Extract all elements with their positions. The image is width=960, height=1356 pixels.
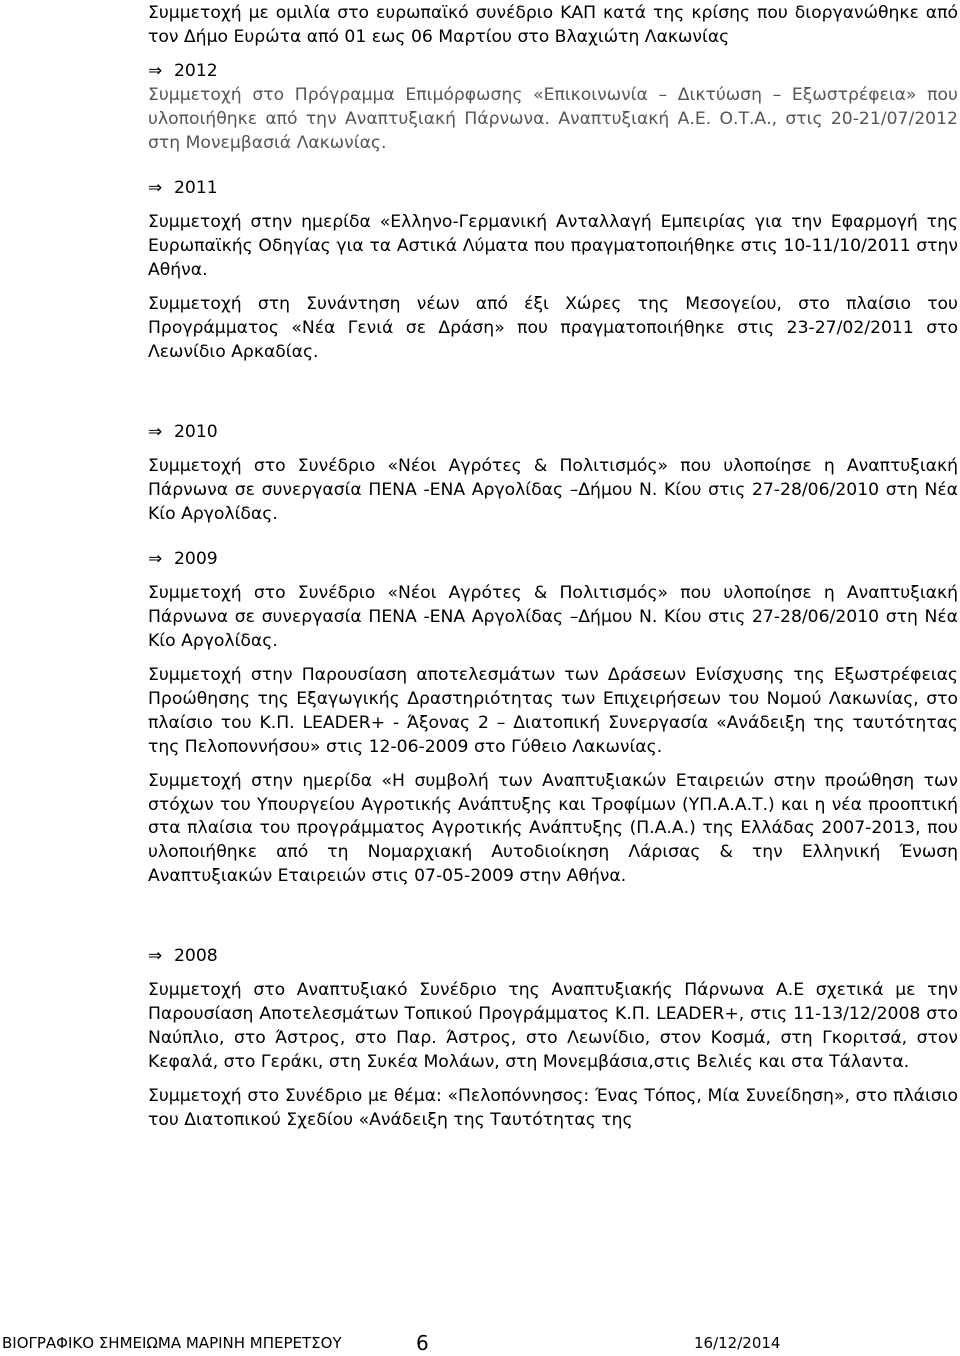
year-heading-2008 — [148, 945, 958, 969]
paragraph: Συμμετοχή στο Συνέδριο «Νέοι Αγρότες & Πολιτισμός» που υλοποίησε η Αναπτυξιακή Πάρνωνα σε συνεργασία ΠΕΝΑ -ΕΝΑ Αργολίδας –Δήμου Ν. Κίου στις 27-28/06/2010 στη Νέα Κίο Αργολίδας. — [148, 455, 958, 524]
double-right-arrow-icon: ⇒ — [148, 60, 163, 81]
year-heading-2009 — [148, 548, 958, 572]
year-label: 2008 — [174, 946, 218, 967]
double-right-arrow-icon: ⇒ — [148, 178, 163, 199]
document-body — [148, 2, 958, 1133]
footer-date: 16/12/2014 — [694, 1334, 781, 1352]
footer-document-title: ΒΙΟΓΡΑΦΙΚΟ ΣΗΜΕΙΩΜΑ ΜΑΡΙΝΗ ΜΠΕΡΕΤΣΟΥ — [2, 1334, 342, 1352]
year-label: 2011 — [174, 178, 218, 199]
paragraph: Συμμετοχή στο Αναπτυξιακό Συνέδριο της Αναπτυξιακής Πάρνωνα Α.Ε σχετικά με την Παρουσίαση Αποτελεσμάτων Τοπικού Προγράμματος Κ.Π. LEADER+, στις 11-13/12/2008 στο Ναύπλιο, στο Άστρος, στο Παρ. Άστρος, στο Λεωνίδιο, στον Κοσμά, στη Γκοριτσά, στον Κεφαλά, στο Γεράκι, στη Συκέα Μολάων, στη Μονεμβάσια,στις Βελιές και στα Τάλαντα. — [148, 980, 958, 1072]
page-footer — [0, 1330, 960, 1354]
year-label: 2012 — [174, 60, 218, 81]
paragraph: Συμμετοχή με ομιλία στο ευρωπαϊκό συνέδριο ΚΑΠ κατά της κρίσης που διοργανώθηκε από τον Δήμο Ευρώτα από 01 εως 06 Μαρτίου στο Βλαχιώτη Λακωνίας — [148, 3, 958, 47]
year-heading-2012 — [148, 60, 958, 84]
paragraph: Συμμετοχή στο Συνέδριο «Νέοι Αγρότες & Πολιτισμός» που υλοποίησε η Αναπτυξιακή Πάρνωνα σε συνεργασία ΠΕΝΑ -ΕΝΑ Αργολίδας –Δήμου Ν. Κίου στις 27-28/06/2010 στη Νέα Κίο Αργολίδας. — [148, 583, 958, 652]
double-right-arrow-icon: ⇒ — [148, 421, 163, 442]
paragraph: Συμμετοχή στην ημερίδα «Η συμβολή των Αναπτυξιακών Εταιρειών στην προώθηση των στόχων του Υπουργείου Αγροτικής Ανάπτυξης και Τροφίμων (ΥΠ.Α.Α.Τ.) και η νέα προοπτική στα πλαίσια του προγράμματος Αγροτικής Ανάπτυξης (Π.Α.Α.) της Ελλάδας 2007-2013, που υλοποιήθηκε από τη Νομαρχιακή Αυτοδιοίκηση Λάρισας & την Ελληνική Ένωση Αναπτυξιακών Εταιρειών στις 07-05-2009 στην Αθήνα. — [148, 770, 958, 887]
year-heading-2010 — [148, 421, 958, 445]
double-right-arrow-icon: ⇒ — [148, 549, 163, 570]
page-number: 6 — [416, 1331, 429, 1355]
paragraph: Συμμετοχή στο Πρόγραμμα Επιμόρφωσης «Επικοινωνία – Δικτύωση – Εξωστρέφεια» που υλοποιήθηκε από την Αναπτυξιακή Πάρνωνα. Αναπτυξιακή Α.Ε. Ο.Τ.Α., στις 20-21/07/2012 στη Μονεμβασιά Λακωνίας. — [148, 84, 958, 153]
double-right-arrow-icon: ⇒ — [148, 946, 163, 967]
year-label: 2009 — [174, 549, 218, 570]
year-label: 2010 — [174, 421, 218, 442]
paragraph: Συμμετοχή στην ημερίδα «Ελληνο-Γερμανική Ανταλλαγή Εμπειρίας για την Εφαρμογή της Ευρωπαϊκής Οδηγίας για τα Αστικά Λύματα που πραγματοποιήθηκε στις 10-11/10/2011 στην Αθήνα. — [148, 212, 958, 281]
paragraph: Συμμετοχή στην Παρουσίαση αποτελεσμάτων των Δράσεων Ενίσχυσης της Εξωστρέφειας Προώθησης της Εξαγωγικής Δραστηριότητας των Επιχειρήσεων του Νομού Λακωνίας, στο πλαίσιο του Κ.Π. LEADER+ - Άξονας 2 – Διατοπική Συνεργασία «Ανάδειξη της ταυτότητας της Πελοποννήσου» στις 12-06-2009 στο Γύθειο Λακωνίας. — [148, 665, 958, 757]
year-heading-2011 — [148, 177, 958, 201]
paragraph: Συμμετοχή στο Συνέδριο με θέμα: «Πελοπόννησος: Ένας Τόπος, Μία Συνείδηση», στο πλάισιο του Διατοπικού Σχεδίου «Ανάδειξη της Ταυτότητας της — [148, 1085, 958, 1130]
paragraph: Συμμετοχή στη Συνάντηση νέων από έξι Χώρες της Μεσογείου, στο πλαίσιο του Προγράμματος «Νέα Γενιά σε Δράση» που πραγματοποιήθηκε στις 23-27/02/2011 στο Λεωνίδιο Αρκαδίας. — [148, 294, 958, 362]
